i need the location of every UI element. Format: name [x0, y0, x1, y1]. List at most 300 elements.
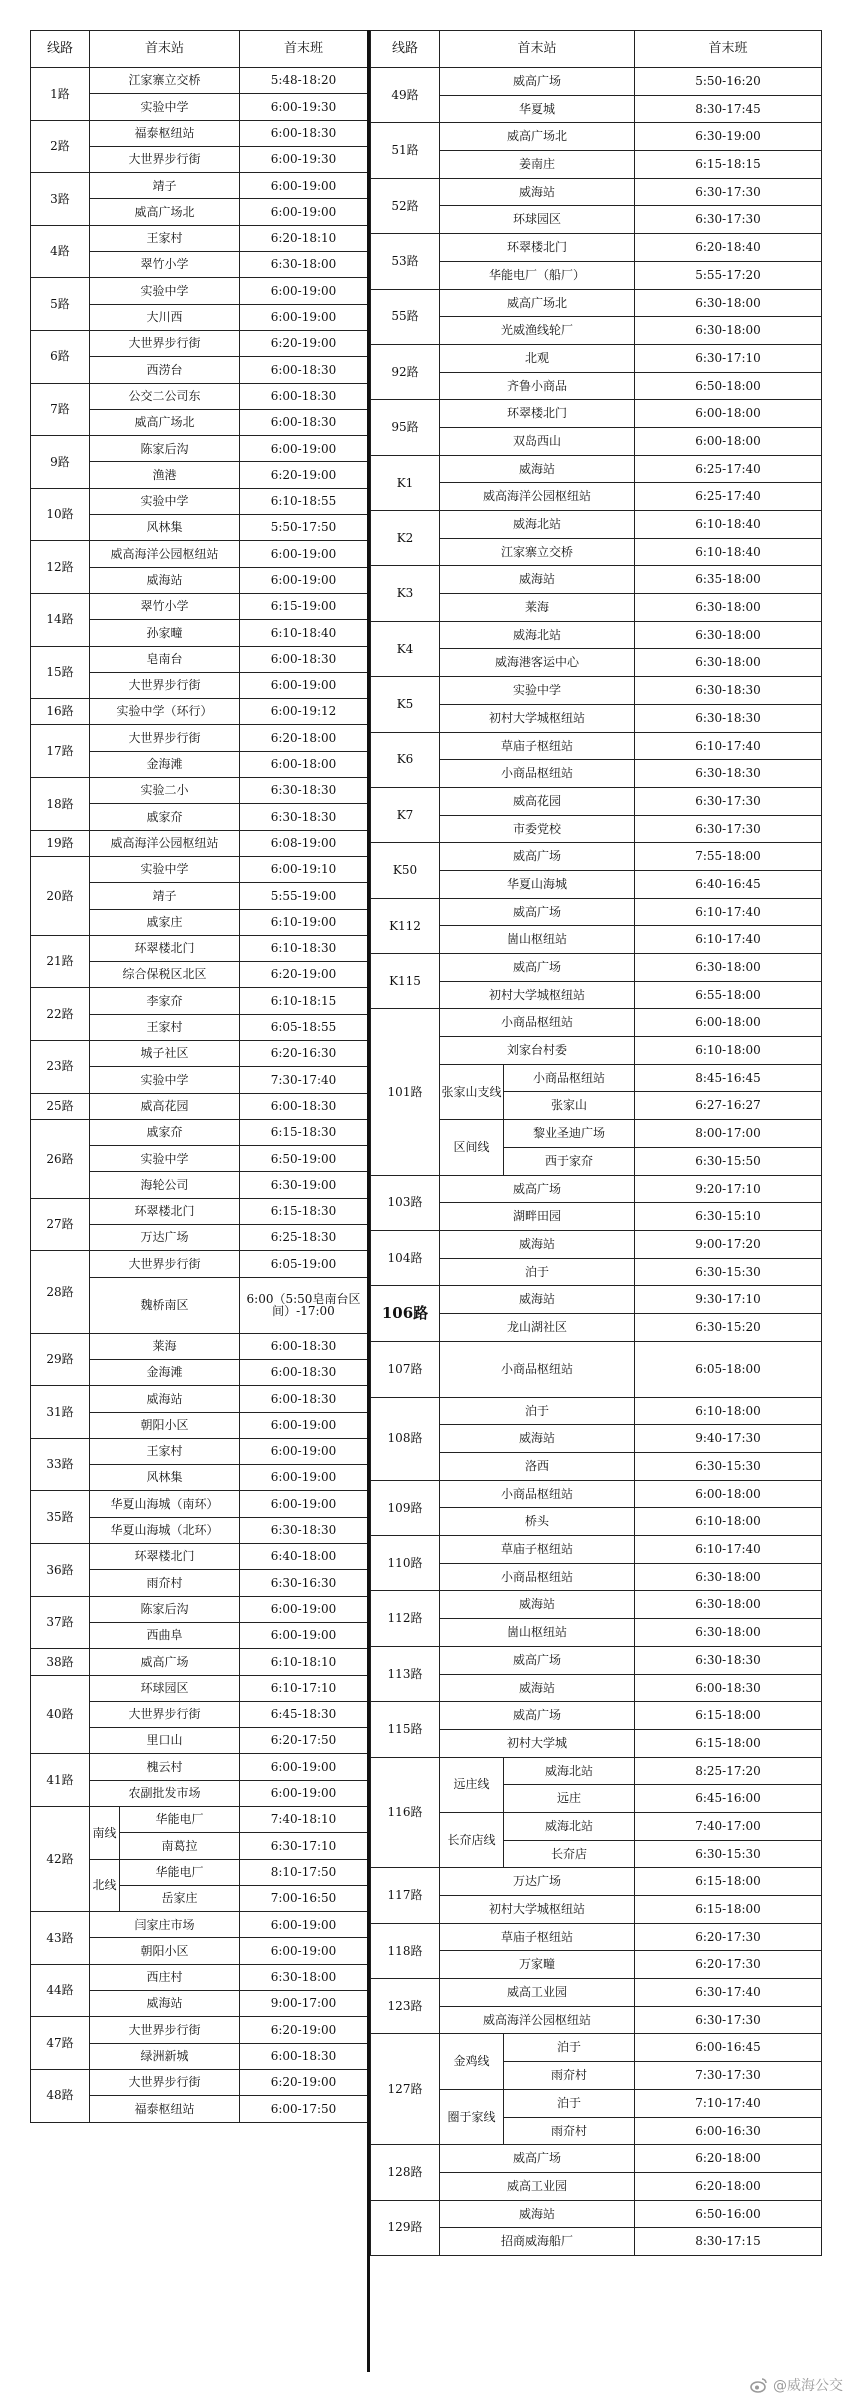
schedule-cell: 6:05-19:00 [240, 1251, 368, 1277]
station-cell: 莱海 [440, 594, 635, 622]
schedule-cell: 6:25-17:40 [635, 455, 822, 483]
table-row [31, 1675, 368, 1701]
station-cell: 刘家台村委 [440, 1037, 635, 1065]
schedule-cell: 6:30-15:30 [635, 1453, 822, 1481]
table-row [31, 1093, 368, 1119]
table-row [371, 954, 822, 982]
schedule-cell: 6:00-19:00 [240, 1491, 368, 1517]
table-row [371, 1757, 822, 1785]
table-row [371, 234, 822, 262]
route-cell: 7路 [31, 383, 90, 436]
schedule-cell: 6:30-18:00 [240, 252, 368, 278]
station-cell: 威高广场 [90, 1649, 240, 1675]
table-row [31, 1438, 368, 1464]
schedule-cell: 7:55-18:00 [635, 843, 822, 871]
schedule-cell: 6:10-18:40 [635, 511, 822, 539]
station-cell: 戚家庄 [90, 909, 240, 935]
station-cell: 威海港客运中心 [440, 649, 635, 677]
station-cell: 威海北站 [440, 621, 635, 649]
schedule-cell: 6:30-18:00 [635, 1563, 822, 1591]
station-cell: 泊于 [440, 1258, 635, 1286]
schedule-cell: 6:30-15:30 [635, 1258, 822, 1286]
route-cell: 106路 [371, 1286, 440, 1341]
schedule-cell: 6:30-17:30 [635, 815, 822, 843]
schedule-cell: 6:15-18:00 [635, 1729, 822, 1757]
station-cell: 小商品枢纽站 [504, 1064, 635, 1092]
route-cell: 16路 [31, 699, 90, 725]
schedule-cell: 6:00-19:00 [240, 436, 368, 462]
schedule-cell: 6:40-18:00 [240, 1544, 368, 1570]
station-cell: 泊于 [504, 2034, 635, 2062]
route-cell: 101路 [371, 1009, 440, 1175]
table-row [31, 120, 368, 146]
station-cell: 威海站 [90, 1386, 240, 1412]
table-row [371, 68, 822, 96]
station-cell: 李家夼 [90, 988, 240, 1014]
schedule-cell: 6:15-18:00 [635, 1868, 822, 1896]
schedule-cell: 6:00-19:00 [240, 1596, 368, 1622]
schedule-cell: 6:10-17:10 [240, 1675, 368, 1701]
station-cell: 泊于 [504, 2089, 635, 2117]
table-row [31, 68, 368, 94]
schedule-cell: 6:10-18:00 [635, 1397, 822, 1425]
station-cell: 江家寨立交桥 [90, 68, 240, 94]
station-cell: 招商威海船厂 [440, 2228, 635, 2256]
route-cell: 104路 [371, 1230, 440, 1285]
station-cell: 威海站 [440, 1591, 635, 1619]
table-row [371, 1230, 822, 1258]
station-cell: 威高广场 [440, 1702, 635, 1730]
route-cell: 110路 [371, 1536, 440, 1591]
route-cell: 14路 [31, 593, 90, 646]
route-cell: 51路 [371, 123, 440, 178]
station-cell: 威高广场 [440, 1175, 635, 1203]
station-cell: 城子社区 [90, 1040, 240, 1066]
route-cell: K7 [371, 787, 440, 842]
schedule-cell: 6:50-19:00 [240, 1146, 368, 1172]
route-cell: 21路 [31, 935, 90, 988]
station-cell: 实验中学 [90, 1146, 240, 1172]
schedule-cell: 6:30-18:00 [635, 649, 822, 677]
schedule-cell: 6:00-18:30 [240, 1386, 368, 1412]
schedule-cell: 6:05-18:00 [635, 1341, 822, 1397]
station-cell: 华夏城 [440, 95, 635, 123]
station-cell: 孙家疃 [90, 620, 240, 646]
subline-label: 圈于家线 [440, 2089, 504, 2144]
schedule-cell: 6:20-18:00 [635, 2172, 822, 2200]
table-row [371, 1175, 822, 1203]
station-cell: 华能电厂 [120, 1859, 240, 1885]
table-row [31, 1251, 368, 1277]
route-cell: 10路 [31, 488, 90, 541]
route-cell: 47路 [31, 2017, 90, 2070]
route-cell: 129路 [371, 2200, 440, 2255]
schedule-cell: 6:00-19:00 [240, 1622, 368, 1648]
station-cell: 威高广场北 [440, 289, 635, 317]
schedule-cell: 6:20-19:00 [240, 2017, 368, 2043]
schedule-cell: 6:00-19:00 [240, 1412, 368, 1438]
route-cell: 116路 [371, 1757, 440, 1868]
schedule-cell: 9:40-17:30 [635, 1425, 822, 1453]
table-row [31, 1649, 368, 1675]
schedule-cell: 6:15-18:15 [635, 151, 822, 179]
route-cell: 128路 [371, 2145, 440, 2200]
schedule-cell: 6:00-19:00 [240, 672, 368, 698]
station-cell: 威高广场北 [90, 199, 240, 225]
route-cell: K6 [371, 732, 440, 787]
table-row [371, 1979, 822, 2007]
route-cell: 23路 [31, 1040, 90, 1093]
schedule-cell: 6:30-18:00 [635, 621, 822, 649]
station-cell: 王家村 [90, 1014, 240, 1040]
table-row [31, 1596, 368, 1622]
schedule-cell: 6:00-19:00 [240, 1938, 368, 1964]
station-cell: 威海北站 [504, 1812, 635, 1840]
schedule-cell: 5:55-19:00 [240, 883, 368, 909]
schedule-cell: 6:00-19:12 [240, 699, 368, 725]
schedule-cell: 7:30-17:30 [635, 2062, 822, 2090]
route-cell: 25路 [31, 1093, 90, 1119]
schedule-cell: 7:10-17:40 [635, 2089, 822, 2117]
schedule-cell: 6:10-17:40 [635, 926, 822, 954]
station-cell: 西于家夼 [504, 1147, 635, 1175]
station-cell: 闫家庄市场 [90, 1912, 240, 1938]
station-cell: 西曲阜 [90, 1622, 240, 1648]
schedule-cell: 6:30-18:00 [240, 1964, 368, 1990]
route-cell: 117路 [371, 1868, 440, 1923]
schedule-cell: 6:25-17:40 [635, 483, 822, 511]
station-cell: 威海北站 [440, 511, 635, 539]
schedule-cell: 8:25-17:20 [635, 1757, 822, 1785]
route-cell: 107路 [371, 1341, 440, 1397]
route-cell: 123路 [371, 1979, 440, 2034]
schedule-cell: 6:20-16:30 [240, 1040, 368, 1066]
table-header-row [31, 31, 368, 68]
table-row [371, 2200, 822, 2228]
table-row [31, 593, 368, 619]
schedule-cell: 6:00-18:00 [635, 1009, 822, 1037]
table-row [31, 436, 368, 462]
station-cell: 实验中学 [90, 856, 240, 882]
schedule-cell: 6:30-18:00 [635, 1591, 822, 1619]
subline-label: 区间线 [440, 1120, 504, 1175]
station-cell: 威海北站 [504, 1757, 635, 1785]
schedule-cell: 6:20-17:30 [635, 1923, 822, 1951]
schedule-cell: 6:00-19:00 [240, 1754, 368, 1780]
header-route: 线路 [31, 31, 90, 68]
schedule-cell: 6:20-18:10 [240, 225, 368, 251]
table-row [31, 935, 368, 961]
schedule-cell: 6:20-17:50 [240, 1728, 368, 1754]
station-cell: 小商品枢纽站 [440, 1341, 635, 1397]
watermark-text: @威海公交 [773, 2378, 843, 2394]
station-cell: 威海站 [440, 455, 635, 483]
schedule-cell: 9:00-17:20 [635, 1230, 822, 1258]
station-cell: 威海站 [440, 1425, 635, 1453]
table-row [371, 1341, 822, 1397]
table-row [371, 455, 822, 483]
station-cell: 市委党校 [440, 815, 635, 843]
station-cell: 草庙子枢纽站 [440, 1923, 635, 1951]
schedule-cell: 6:00-18:00 [635, 1480, 822, 1508]
table-row [31, 488, 368, 514]
schedule-cell: 6:00-19:00 [240, 278, 368, 304]
station-cell: 环翠楼北门 [90, 1198, 240, 1224]
table-row [371, 289, 822, 317]
schedule-cell: 6:30-17:10 [635, 344, 822, 372]
schedule-cell: 6:00-19:00 [240, 567, 368, 593]
station-cell: 威高花园 [440, 787, 635, 815]
schedule-cell: 6:15-18:30 [240, 1198, 368, 1224]
station-cell: 湖畔田园 [440, 1203, 635, 1231]
schedule-cell: 6:30-16:30 [240, 1570, 368, 1596]
station-cell: 威海站 [440, 2200, 635, 2228]
schedule-cell: 6:50-18:00 [635, 372, 822, 400]
schedule-cell: 6:05-18:55 [240, 1014, 368, 1040]
schedule-cell: 6:30-18:00 [635, 1619, 822, 1647]
schedule-cell: 6:30-17:10 [240, 1833, 368, 1859]
station-cell: 威高广场北 [90, 409, 240, 435]
route-cell: 3路 [31, 173, 90, 226]
station-cell: 翠竹小学 [90, 252, 240, 278]
station-cell: 大川西 [90, 304, 240, 330]
schedule-cell: 6:55-18:00 [635, 981, 822, 1009]
schedule-cell: 6:15-19:00 [240, 593, 368, 619]
schedule-cell: 5:48-18:20 [240, 68, 368, 94]
station-cell: 戚家夼 [90, 1119, 240, 1145]
table-row [371, 1009, 822, 1037]
station-cell: 威高海洋公园枢纽站 [90, 541, 240, 567]
station-cell: 威海站 [440, 178, 635, 206]
schedule-cell: 6:30-18:30 [240, 1517, 368, 1543]
schedule-cell: 6:00-18:30 [240, 120, 368, 146]
station-cell: 莱海 [90, 1333, 240, 1359]
station-cell: 小商品枢纽站 [440, 1480, 635, 1508]
schedule-cell: 6:00-19:00 [240, 1912, 368, 1938]
schedule-cell: 6:30-18:30 [240, 804, 368, 830]
station-cell: 环球园区 [90, 1675, 240, 1701]
station-cell: 大世界步行街 [90, 672, 240, 698]
schedule-cell: 6:00-16:30 [635, 2117, 822, 2145]
schedule-cell: 6:10-18:55 [240, 488, 368, 514]
schedule-cell: 7:00-16:50 [240, 1885, 368, 1911]
table-row [371, 344, 822, 372]
route-cell: 108路 [371, 1397, 440, 1480]
schedule-cell: 7:40-17:00 [635, 1812, 822, 1840]
schedule-cell: 6:00-19:00 [240, 541, 368, 567]
station-cell: 万达广场 [440, 1868, 635, 1896]
station-cell: 张家山 [504, 1092, 635, 1120]
schedule-cell: 6:30-15:30 [635, 1840, 822, 1868]
station-cell: 远庄 [504, 1785, 635, 1813]
station-cell: 威海站 [440, 1230, 635, 1258]
schedule-cell: 6:08-19:00 [240, 830, 368, 856]
station-cell: 大世界步行街 [90, 2017, 240, 2043]
station-cell: 翠竹小学 [90, 593, 240, 619]
station-cell: 光威渔线轮厂 [440, 317, 635, 345]
route-cell: 27路 [31, 1198, 90, 1251]
table-row [31, 856, 368, 882]
schedule-cell: 6:00-18:30 [240, 646, 368, 672]
station-cell: 草庙子枢纽站 [440, 1536, 635, 1564]
station-cell: 泊于 [440, 1397, 635, 1425]
station-cell: 公交二公司东 [90, 383, 240, 409]
schedule-cell: 6:00-18:30 [240, 1333, 368, 1359]
table-row [371, 2034, 822, 2062]
schedule-cell: 6:35-18:00 [635, 566, 822, 594]
schedule-cell: 6:15-18:00 [635, 1896, 822, 1924]
schedule-cell: 6:30-17:40 [635, 1979, 822, 2007]
table-row [31, 2017, 368, 2043]
station-cell: 威高广场 [440, 954, 635, 982]
table-row [371, 1868, 822, 1896]
station-cell: 崮山枢纽站 [440, 926, 635, 954]
station-cell: 风林集 [90, 515, 240, 541]
schedule-cell: 6:30-17:30 [635, 206, 822, 234]
route-cell: 95路 [371, 400, 440, 455]
station-cell: 华夏山海城（北环） [90, 1517, 240, 1543]
schedule-cell: 9:00-17:00 [240, 1991, 368, 2017]
station-cell: 洛西 [440, 1453, 635, 1481]
schedule-cell: 5:50-16:20 [635, 68, 822, 96]
table-row [31, 699, 368, 725]
station-cell: 黎业圣迪广场 [504, 1120, 635, 1148]
route-cell: 22路 [31, 988, 90, 1041]
station-cell: 雨夼村 [504, 2117, 635, 2145]
schedule-cell: 6:00-19:00 [240, 199, 368, 225]
schedule-cell: 6:00-18:00 [240, 751, 368, 777]
weibo-logo-icon [750, 2377, 768, 2393]
station-cell: 威海站 [90, 1991, 240, 2017]
station-cell: 朝阳小区 [90, 1938, 240, 1964]
station-cell: 皂南台 [90, 646, 240, 672]
header-schedule: 首末班 [635, 31, 822, 68]
route-cell: 2路 [31, 120, 90, 173]
timetable-left [30, 30, 368, 2123]
station-cell: 威高海洋公园枢纽站 [440, 2006, 635, 2034]
station-cell: 大世界步行街 [90, 330, 240, 356]
schedule-cell: 8:45-16:45 [635, 1064, 822, 1092]
station-cell: 北观 [440, 344, 635, 372]
station-cell: 大世界步行街 [90, 2069, 240, 2095]
table-row [31, 1491, 368, 1517]
table-row [371, 511, 822, 539]
route-cell: 52路 [371, 178, 440, 233]
table-row [371, 621, 822, 649]
schedule-cell: 6:15-18:30 [240, 1119, 368, 1145]
route-cell: 19路 [31, 830, 90, 856]
station-cell: 金海滩 [90, 1359, 240, 1385]
table-row [31, 541, 368, 567]
schedule-cell: 6:00-18:30 [635, 1674, 822, 1702]
schedule-cell: 6:00-16:45 [635, 2034, 822, 2062]
route-cell: 37路 [31, 1596, 90, 1649]
route-cell: 6路 [31, 330, 90, 383]
subline-label: 远庄线 [440, 1757, 504, 1812]
schedule-cell: 9:20-17:10 [635, 1175, 822, 1203]
station-cell: 长夼店 [504, 1840, 635, 1868]
station-cell: 初村大学城枢纽站 [440, 1896, 635, 1924]
table-row [31, 988, 368, 1014]
table-row [31, 1040, 368, 1066]
schedule-cell: 7:30-17:40 [240, 1067, 368, 1093]
route-cell: 55路 [371, 289, 440, 344]
schedule-cell: 6:20-19:00 [240, 330, 368, 356]
station-cell: 威高广场 [440, 68, 635, 96]
station-cell: 威海站 [440, 566, 635, 594]
route-cell: 15路 [31, 646, 90, 699]
table-row [31, 1386, 368, 1412]
schedule-cell: 6:20-19:00 [240, 462, 368, 488]
station-cell: 环球园区 [440, 206, 635, 234]
route-cell: 49路 [371, 68, 440, 123]
schedule-cell: 6:30-18:30 [635, 1646, 822, 1674]
table-row [371, 123, 822, 151]
route-cell: 92路 [371, 344, 440, 399]
route-cell: 127路 [371, 2034, 440, 2145]
schedule-cell: 6:30-18:00 [635, 594, 822, 622]
table-row [31, 330, 368, 356]
station-cell: 万达广场 [90, 1225, 240, 1251]
schedule-cell: 9:30-17:10 [635, 1286, 822, 1314]
table-row [31, 1964, 368, 1990]
schedule-cell: 6:45-18:30 [240, 1701, 368, 1727]
station-cell: 魏桥南区 [90, 1277, 240, 1333]
schedule-cell: 6:20-18:40 [635, 234, 822, 262]
schedule-cell: 6:30-18:30 [240, 778, 368, 804]
schedule-cell: 6:10-18:30 [240, 935, 368, 961]
station-cell: 陈家后沟 [90, 436, 240, 462]
station-cell: 大世界步行街 [90, 146, 240, 172]
table-header-row [371, 31, 822, 68]
schedule-cell: 6:30-17:30 [635, 787, 822, 815]
station-cell: 渔港 [90, 462, 240, 488]
station-cell: 实验中学 [90, 488, 240, 514]
subline-label: 张家山支线 [440, 1064, 504, 1119]
schedule-cell: 6:50-16:00 [635, 2200, 822, 2228]
subline-label: 长夼店线 [440, 1812, 504, 1867]
route-cell: 20路 [31, 856, 90, 935]
schedule-cell: 6:00-19:00 [240, 1465, 368, 1491]
route-cell: 109路 [371, 1480, 440, 1535]
table-row [371, 732, 822, 760]
schedule-cell: 6:10-18:40 [635, 538, 822, 566]
station-cell: 福泰枢纽站 [90, 2096, 240, 2122]
station-cell: 华夏山海城（南环） [90, 1491, 240, 1517]
table-row [31, 1807, 368, 1833]
station-cell: 实验中学 [90, 1067, 240, 1093]
table-row [371, 1591, 822, 1619]
schedule-cell: 6:30-15:20 [635, 1313, 822, 1341]
station-cell: 威海站 [440, 1286, 635, 1314]
schedule-cell: 6:10-18:40 [240, 620, 368, 646]
schedule-cell: 6:00-19:00 [240, 173, 368, 199]
station-cell: 环翠楼北门 [90, 1544, 240, 1570]
station-cell: 姜南庄 [440, 151, 635, 179]
route-cell: 35路 [31, 1491, 90, 1544]
station-cell: 威高工业园 [440, 1979, 635, 2007]
route-cell: K112 [371, 898, 440, 953]
schedule-cell: 6:20-19:00 [240, 962, 368, 988]
station-cell: 岳家庄 [120, 1885, 240, 1911]
station-cell: 华能电厂（船厂） [440, 261, 635, 289]
schedule-cell: 5:50-17:50 [240, 515, 368, 541]
station-cell: 绿洲新城 [90, 2043, 240, 2069]
table-row [31, 1544, 368, 1570]
table-row [31, 2069, 368, 2095]
station-cell: 农副批发市场 [90, 1780, 240, 1806]
station-cell: 江家寨立交桥 [440, 538, 635, 566]
